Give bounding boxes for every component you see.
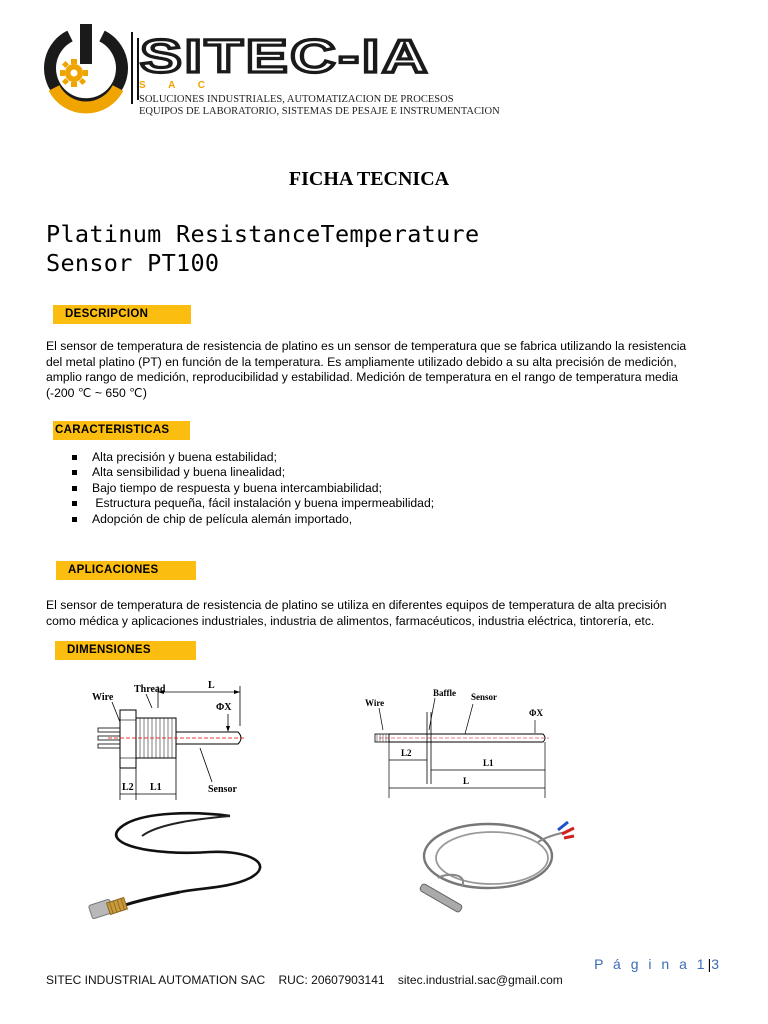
tagline-1: SOLUCIONES INDUSTRIALES, AUTOMATIZACION DE PROCESOS: [139, 94, 454, 105]
page-separator: |: [707, 956, 712, 972]
list-item: [72, 450, 434, 465]
product-title: [46, 220, 479, 278]
page-current: 1: [696, 956, 708, 972]
list-item: [72, 512, 434, 527]
list-item: [72, 465, 434, 480]
list-item-text: Alta precisión y buena estabilidad;: [92, 450, 277, 464]
aplicaciones-line: como médica y aplicaciones industriales, industria de alimentos, farmacéuticos, industria eléctrica, tintorería, etc.: [46, 613, 655, 628]
section-label-descripcion: DESCRIPCION: [53, 305, 191, 324]
section-label-aplicaciones: APLICACIONES: [56, 561, 196, 580]
page-number: [594, 956, 722, 972]
logo-text: SITEC-IA: [140, 32, 430, 82]
list-item-text: Estructura pequeña, fácil instalación y buena impermeabilidad;: [92, 496, 435, 511]
document-title: FICHA TECNICA: [288, 168, 450, 190]
logo-sub: S A C: [139, 80, 215, 91]
dim-label-baffle: Baffle: [433, 688, 456, 698]
bullet-icon: [72, 470, 77, 475]
dim-label-sensor: Sensor: [471, 692, 498, 702]
dim-label-wire: Wire: [365, 698, 385, 708]
logo-divider: [131, 32, 133, 104]
dim-label-thread: Thread: [134, 684, 166, 695]
section-label-dimensiones: DIMENSIONES: [55, 641, 196, 660]
section-label-caracteristicas: CARACTERISTICAS: [53, 421, 190, 440]
tagline-2: EQUIPOS DE LABORATORIO, SISTEMAS DE PESAJE E INSTRUMENTACION: [139, 106, 500, 117]
power-gear-icon: [40, 18, 132, 118]
descripcion-line: El sensor de temperatura de resistencia de platino es un sensor de temperatura que se fabrica utilizando la resistencia: [46, 339, 687, 353]
product-title-line-2: Sensor PT100: [46, 249, 220, 277]
list-item: [72, 481, 434, 496]
descripcion-line: del metal platino (PT) en función de la temperatura. Es ampliamente utilizado debido a su alta precisión de medición,: [46, 354, 677, 369]
descripcion-text: [46, 339, 746, 401]
dim-label-l1: L1: [150, 782, 162, 793]
sensor-photo-baffle: [408, 812, 578, 932]
sensor-photo-threaded: [80, 808, 280, 928]
bullet-icon: [72, 501, 77, 506]
bullet-icon: [72, 455, 77, 460]
page-label: P á g i n a: [594, 956, 690, 972]
dim-label-l: L: [208, 680, 215, 691]
dim-label-phi: ΦX: [216, 702, 232, 713]
list-item: [72, 496, 434, 511]
caracteristicas-list: [72, 450, 434, 527]
dim-label-l1: L1: [483, 758, 494, 768]
dim-label-phi: ΦX: [529, 708, 543, 718]
dimension-diagram-baffle: [365, 682, 565, 802]
aplicaciones-line: El sensor de temperatura de resistencia de platino se utiliza en diferentes equipos de temperatura de alta precisión: [46, 598, 667, 612]
descripcion-line: (-200 ℃ ~ 650 ℃): [46, 385, 147, 400]
dim-label-wire: Wire: [92, 692, 114, 703]
descripcion-line: amplio rango de medición, reproducibilidad y estabilidad. Medición de temperatura en el rango de temperatura media: [46, 370, 679, 385]
list-item-text: Bajo tiempo de respuesta y buena intercambiabilidad;: [92, 480, 382, 495]
footer-contact: SITEC INDUSTRIAL AUTOMATION SAC RUC: 20607903141 sitec.industrial.sac@gmail.com: [46, 973, 563, 987]
dim-label-l: L: [463, 776, 470, 786]
aplicaciones-text: [46, 598, 746, 629]
page-total: 3: [711, 956, 722, 972]
list-item-text: Adopción de chip de película alemán importado,: [92, 511, 353, 526]
bullet-icon: [72, 517, 77, 522]
bullet-icon: [72, 486, 77, 491]
list-item-text: Alta sensibilidad y buena linealidad;: [92, 465, 286, 480]
dim-label-l2: L2: [122, 782, 134, 793]
dim-label-l2: L2: [401, 748, 412, 758]
product-title-line-1: Platinum ResistanceTemperature: [46, 220, 480, 248]
dimension-diagram-threaded: [88, 674, 258, 804]
logo-wordmark: [138, 32, 438, 82]
dim-label-sensor: Sensor: [208, 784, 237, 795]
